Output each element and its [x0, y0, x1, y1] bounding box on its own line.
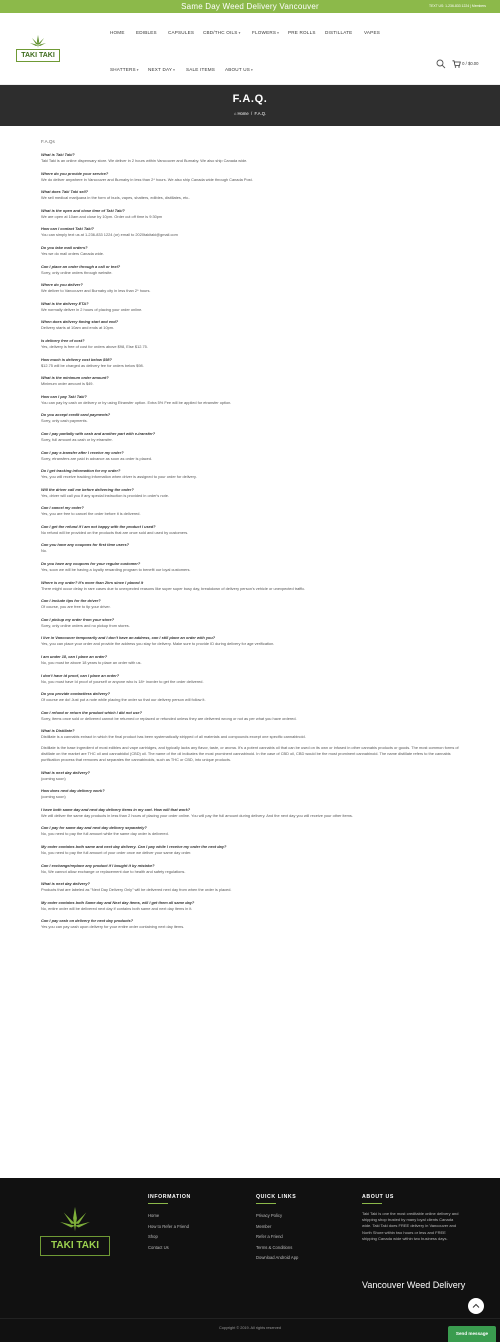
faq-answer: Sorry, full amount as cash or by etransfer. [41, 436, 113, 442]
faq-answer: No, entire order will be delivered next day if contains both same and next day items in it. [41, 905, 193, 911]
faq-answer: Yes, delivery is free of cost for orders above $98, Else $12.75. [41, 343, 148, 349]
faq-item [41, 598, 461, 610]
faq-item [41, 450, 461, 462]
footer-link-refer-friend[interactable]: Refer a Friend [256, 1234, 283, 1239]
contact-text[interactable]: TEXT US: 1-236-833 1224 | Members [429, 4, 486, 8]
footer-link-contact[interactable]: Contact Us [148, 1244, 169, 1250]
top-announcement-bar [0, 0, 500, 13]
faq-question: Do you provide contactless delivery? [41, 691, 110, 697]
faq-question: What is the minimum order amount? [41, 375, 109, 381]
faq-answer: Sorry, only cash payments. [41, 418, 88, 424]
faq-question: What does Taki Taki sell? [41, 189, 89, 195]
faq-answer: We do deliver anywhere in Vancouver and Burnaby in less than 2* hours. We also ship Canada wide through Canada Post. [41, 176, 253, 182]
faq-item [41, 338, 461, 350]
faq-item [41, 807, 461, 819]
faq-content [41, 139, 461, 937]
faq-item [41, 468, 461, 480]
faq-answer: $12.75 will be charged as delivery fee for orders below $98. [41, 362, 144, 368]
faq-question: Where is my order? It's more than 2hrs since I placed it [41, 579, 144, 585]
faq-question: I don't have id proof, can I place an order? [41, 672, 120, 678]
faq-question: When does delivery timing start and end? [41, 319, 119, 325]
breadcrumb-separator: / [251, 111, 253, 116]
search-icon[interactable] [436, 59, 446, 69]
footer-about-title: ABOUT US [362, 1194, 394, 1200]
footer-link-terms[interactable]: Terms & Conditions [256, 1244, 293, 1250]
divider [256, 1203, 276, 1204]
faq-answer: There might occur delay in rare cases due to unexpected reasons like super super busy day, breakdown of delivery person's vehicle or unexpected traffic. [41, 585, 306, 591]
faq-item [41, 745, 461, 763]
faq-question: How can I pay Taki Taki? [41, 393, 87, 399]
faq-question: What is next day delivery? [41, 769, 90, 775]
breadcrumb-home[interactable]: Home [237, 111, 249, 116]
faq-list [41, 152, 461, 930]
faq-item [41, 863, 461, 875]
faq-item [41, 788, 461, 800]
faq-item [41, 580, 461, 592]
home-icon: ⌂ [233, 111, 237, 116]
nav-sale-items[interactable]: SALE ITEMS [186, 67, 216, 72]
faq-item [41, 226, 461, 238]
faq-answer: No. [41, 548, 48, 554]
chevron-down-icon: ▾ [173, 68, 176, 72]
page-title: F.A.Q. [232, 93, 268, 105]
footer-divider [0, 1318, 500, 1319]
footer-link-shop[interactable]: Shop [148, 1234, 158, 1239]
faq-answer: Products that are labeled as "Next Day Delivery Only" will be delivered next day from when the order is placed. [41, 887, 232, 893]
announcement-title: Same Day Weed Delivery Vancouver [181, 2, 319, 11]
faq-answer: Yes, soon we will be having a loyalty rewarding program to benefit our loyal customers. [41, 567, 191, 573]
faq-answer: Yes, you can place your order and provide the address you stay for delivery. Make sure to provide ID during delivery for age verification. [41, 641, 275, 647]
cannabis-leaf-icon [30, 35, 46, 49]
faq-item [41, 487, 461, 499]
faq-answer: Distillate is the base ingredient of most edibles and vape cartridges, and typically lacks any flavor, taste, or aroma. It's a potent cannabis oil that can be used on its own or infused in other cannabis products or goods. The most common forms of distillate on the market are THC oil and cannabidiol (CBD) oil. The name of the oil indicates the most prominent cannabinoid. In the case of CBD oil, CBD would be the most prominent cannabinoid. The name distillate refers to the cannabis purification process that removes and separates the cannabinoids, such as THC or CBD, into unique products. [41, 745, 459, 762]
divider [362, 1203, 382, 1204]
faq-answer: No, you need to pay the full amount while the same day order is delivered. [41, 831, 169, 837]
faq-item [41, 710, 461, 722]
faq-question: What is the open and close time of Taki Taki? [41, 207, 125, 213]
faq-answer: Sorry, etransfers are paid in advance as soon as order is placed. [41, 455, 153, 461]
faq-item [41, 654, 461, 666]
faq-item [41, 282, 461, 294]
faq-item [41, 208, 461, 220]
faq-question: How can I contact Taki Taki? [41, 226, 94, 232]
faq-item [41, 561, 461, 573]
faq-question: Can I get the refund if I am not happy with the product I used? [41, 523, 156, 529]
nav-capsules[interactable]: CAPSULES [168, 30, 195, 35]
faq-question: Do you have any coupons for your regular customer? [41, 561, 141, 567]
chevron-down-icon: ▾ [277, 31, 280, 35]
faq-answer: (coming soon) [41, 775, 66, 781]
faq-question: What is Distillate? [41, 728, 75, 734]
faq-answer: We will deliver the same day products in less than 2 hours of placing your order online. You will pay the full amount during delivery. And the next day you will receive your other items. [41, 812, 353, 818]
faq-answer: We deliver to Vancouver and Burnaby city in less than 2* hours. [41, 288, 151, 294]
nav-pre-rolls[interactable]: PRE ROLLS [288, 30, 316, 35]
faq-question: Can I exchange/replace any product if I bought it by mistake? [41, 862, 155, 868]
faq-answer: Taki Taki is an online dispensary store. We deliver in 2 hours within Vancouver and Burnaby. We also ship Canada wide. [41, 158, 248, 163]
footer-quick-links [256, 1194, 298, 1264]
faq-item [41, 412, 461, 424]
footer-logo-wordmark: TAKI TAKI [40, 1236, 110, 1256]
faq-item [41, 844, 461, 856]
faq-item [41, 357, 461, 369]
faq-question: Can I cancel my order? [41, 505, 84, 511]
faq-question: Can I pay cash on delivery for next day products? [41, 918, 134, 924]
faq-answer: We are open at 10am and close by 10pm. Order cut off time is 9:30pm [41, 213, 163, 219]
faq-question: Can I place an order through a call or text? [41, 263, 121, 269]
nav-next-day-label: NEXT DAY [148, 67, 173, 72]
faq-item [41, 673, 461, 685]
chevron-down-icon: ▾ [251, 68, 253, 72]
footer-about [362, 1194, 460, 1242]
faq-item [41, 505, 461, 517]
footer-tagline: Vancouver Weed Delivery [362, 1280, 466, 1290]
site-logo[interactable] [16, 35, 60, 67]
faq-question: I am under 18, can I place an order? [41, 654, 108, 660]
faq-item [41, 825, 461, 837]
nav-cbd-thc-oils-label: CBD/THC OILS [203, 30, 238, 35]
footer-link-privacy[interactable]: Privacy Policy [256, 1213, 283, 1218]
footer-quick-links-title: QUICK LINKS [256, 1194, 297, 1200]
cart-icon [452, 60, 461, 68]
faq-question: Can you have any coupons for first time users? [41, 542, 129, 548]
page-hero [0, 85, 500, 126]
nav-shatters-label: SHATTERS [110, 67, 136, 72]
faq-question: Do you accept credit card payments? [41, 412, 111, 418]
faq-answer: No, you must have Id proof of yourself or anyone who is 18+ inorder to get the order delivered. [41, 678, 204, 684]
faq-question: My order contains both Same day and Next day items, will I get them all same day? [41, 899, 195, 905]
nav-home[interactable]: HOME [110, 30, 125, 35]
faq-item [41, 900, 461, 912]
faq-item [41, 319, 461, 331]
faq-question: Can I pay e-transfer after I receive my order? [41, 449, 124, 455]
faq-answer: Sorry, only online orders through website. [41, 269, 113, 275]
faq-item [41, 171, 461, 183]
nav-about-us[interactable] [225, 67, 253, 72]
nav-cbd-thc-oils[interactable] [203, 30, 241, 35]
faq-question: Where do you deliver? [41, 282, 83, 288]
footer-link-refer[interactable]: How to Refer a Friend [148, 1223, 189, 1229]
faq-item [41, 881, 461, 893]
faq-question: Will the driver call me before delivering the order? [41, 486, 134, 492]
footer-link-member[interactable]: Member [256, 1223, 272, 1229]
faq-question: I have both same day and next day delivery items in my cart. How will that work? [41, 806, 191, 812]
faq-item [41, 542, 461, 554]
faq-answer: Minimum order amount is $49. [41, 381, 94, 387]
faq-item [41, 264, 461, 276]
faq-answer: We sell medical marijuana in the form of buds, vapes, shatters, edibles, distillates, etc.. [41, 195, 191, 201]
faq-question: Can I pay partially with cash and another part with e-transfer? [41, 430, 156, 436]
faq-answer: Delivery starts at 10am and ends at 10pm. [41, 325, 115, 331]
faq-question: Can I pickup my order from your store? [41, 616, 115, 622]
faq-answer: Yes you can pay cash upon delivery for your entire order containing next day items. [41, 924, 185, 930]
faq-question: What is Taki Taki? [41, 152, 75, 157]
footer-information-title: INFORMATION [148, 1194, 191, 1200]
cart-total: 0 / $0.00 [462, 61, 479, 66]
nav-about-us-label: ABOUT US [225, 67, 250, 72]
faq-answer: Yes we do mail orders Canada wide. [41, 250, 105, 256]
faq-item [41, 375, 461, 387]
chevron-down-icon: ▾ [238, 31, 241, 35]
nav-edibles[interactable]: EDIBLES [136, 30, 157, 35]
faq-answer: We normally deliver in 2 hours of placing your order online. [41, 306, 143, 312]
faq-item [41, 524, 461, 536]
divider [148, 1203, 168, 1204]
faq-answer: Sorry, only online orders and no pickup from stores. [41, 622, 130, 628]
faq-question: How much is delivery cost below $98? [41, 356, 112, 362]
faq-question: Is delivery free of cost? [41, 337, 85, 343]
faq-answer: Yes, driver will call you if any special instruction is provided in order's note. [41, 492, 169, 498]
faq-question: Where do you provide your service? [41, 170, 109, 176]
faq-question: How does next day delivery work? [41, 788, 105, 794]
faq-answer: Of course, you are free to tip your driver. [41, 604, 111, 610]
footer-information [148, 1194, 191, 1253]
faq-question: Can I refund or return the product which I did not use? [41, 709, 142, 715]
faq-question: Do I get tracking information for my order? [41, 468, 121, 474]
breadcrumb-current: F.A.Q. [254, 111, 267, 116]
site-header [0, 13, 500, 85]
faq-answer: You can pay by cash on delivery or by using Etransfer option. Extra 5% Fee will be applied for etransfer option. [41, 399, 232, 405]
cannabis-leaf-icon [60, 1203, 90, 1237]
breadcrumb [0, 111, 500, 116]
faq-answer: Yes, you are free to cancel the order before it is delivered. [41, 511, 141, 517]
faq-question: Can I include tips for the driver? [41, 598, 101, 604]
faq-answer: No, We cannot allow exchange or replacement due to health and safety regulations. [41, 868, 186, 874]
faq-item [41, 728, 461, 740]
nav-flowers-label: FLOWERS [252, 30, 277, 35]
nav-distillate[interactable]: DISTILLATE [325, 30, 353, 35]
send-message-button[interactable]: Send message [448, 1326, 496, 1342]
faq-question: My order contains both same and next day delivery. Can I pay while I receive my order the next day? [41, 843, 227, 849]
faq-item [41, 152, 461, 164]
faq-item [41, 189, 461, 201]
copyright-text: Copyright © 2019. All rights reserved [219, 1326, 281, 1330]
faq-item [41, 617, 461, 629]
faq-answer: (coming soon) [41, 794, 66, 800]
nav-vapes[interactable]: VAPES [364, 30, 380, 35]
nav-flowers[interactable] [252, 30, 279, 35]
faq-item [41, 301, 461, 313]
cart-button[interactable] [452, 59, 492, 69]
faq-answer: Of course we do! Just put a note while placing the order so that our delivery person will follow it. [41, 697, 206, 703]
logo-wordmark: TAKI TAKI [16, 49, 60, 62]
footer-about-text: Taki Taki is one the most creditable online delivery and shipping shop trusted by many loyal clients Canada wide. Taki Taki does FREE delivery in Vancouver and North Shore within two hours or less and FREE shipping Canada wide within two business days. [362, 1211, 459, 1241]
chevron-up-icon [468, 1298, 484, 1314]
faq-answer: No, you need to pay the full amount of your order once we deliver your same day order. [41, 849, 192, 855]
nav-shatters[interactable] [110, 67, 139, 72]
faq-item [41, 918, 461, 930]
faq-heading: F.A.Qs [41, 139, 55, 144]
footer-logo[interactable] [40, 1203, 110, 1263]
faq-answer: You can simply text us at 1-236-833 1224 (or) email to 2020takitaki@gmail.com [41, 232, 178, 238]
faq-question: Do you take mail orders? [41, 244, 88, 250]
nav-next-day[interactable] [148, 67, 175, 72]
faq-answer: Distillate is a cannabis extract in which the final product has been systematically stripped of all materials and compounds except one specific cannabinoid. [41, 734, 306, 740]
faq-answer: Yes, you will receive tracking information when driver is assigned to your order for delivery. [41, 474, 197, 480]
faq-item [41, 431, 461, 443]
footer-link-home[interactable]: Home [148, 1213, 160, 1218]
footer-link-android-app[interactable]: Download Android App [256, 1255, 299, 1260]
faq-answer: No, you must be above 18 years to place an order with us. [41, 660, 142, 666]
faq-question: What is next day delivery? [41, 881, 90, 887]
scroll-to-top-button[interactable] [468, 1298, 484, 1314]
faq-item [41, 394, 461, 406]
faq-answer: No refund will be provided on the products that are once sold and used by customers. [41, 529, 189, 535]
faq-answer: Sorry, items once sold or delivered cannot be returned or replaced or refunded unless they are delivered wrong or not as per what you have ordered. [41, 715, 297, 721]
chevron-down-icon: ▾ [136, 68, 139, 72]
faq-item [41, 635, 461, 647]
faq-question: What is the delivery ETA? [41, 300, 89, 306]
faq-item [41, 770, 461, 782]
faq-question: Can I pay for same day and next day delivery separately? [41, 825, 147, 831]
faq-question: I live in Vancouver temporarily and I don't have an address, can I still place an order with you? [41, 635, 216, 641]
faq-item [41, 691, 461, 703]
faq-item [41, 245, 461, 257]
